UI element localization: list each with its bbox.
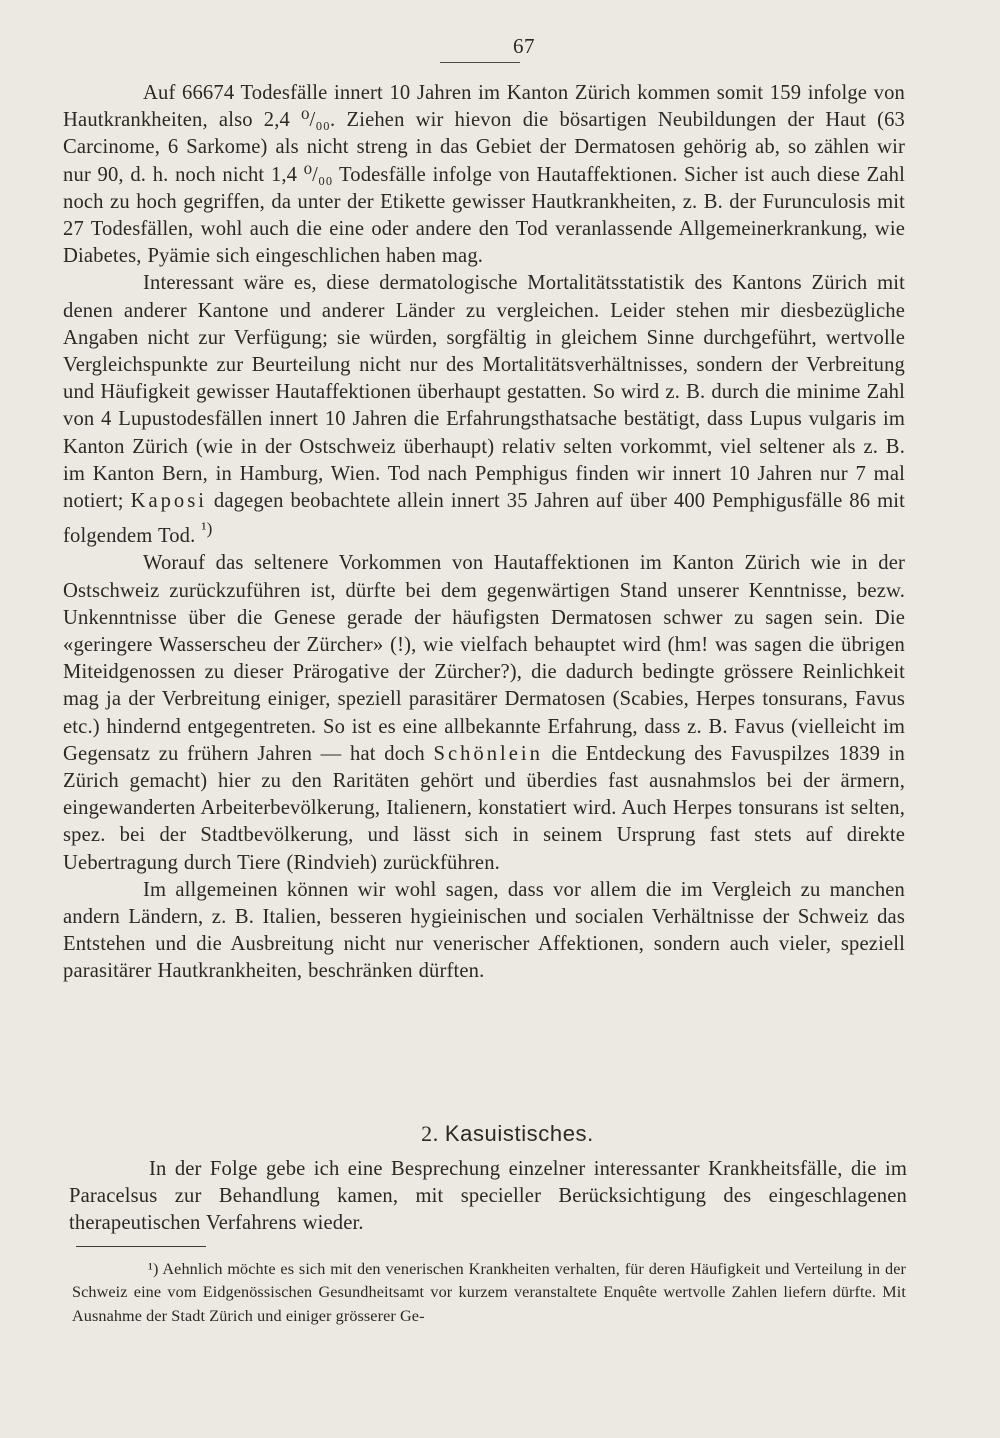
footnote-separator [76,1246,206,1247]
section-heading [0,1121,1000,1147]
footnote-reference: ¹) [201,519,213,539]
author-name-schoenlein: Schönlein [433,742,543,765]
paragraph-causes [63,550,905,876]
paragraph-mortality-statistics: Auf 66674 Todesfälle innert 10 Jahren im Kanton Zürich kommen somit 159 infolge von Hautkrankheiten, also 2,4 ⁰/₀₀. Ziehen wir hievon die bösartigen Neubildungen der Haut (63 Carcinome, 6 Sarkome) als nicht streng in das Gebiet der Dermatosen gehörig ab, so zählen wir nur 90, d. h. noch nicht 1,4 ⁰/₀₀ Todesfälle infolge von Hautaffektionen. Sicher ist auch diese Zahl noch zu hoch gegriffen, da unter der Etikette gewisser Hautkrankheiten, z. B. der Furunculosis mit 27 Todesfällen, wohl auch die eine oder andere den Tod veranlassende Allgemeinerkrankung, wie Diabetes, Pyämie sich eingeschlichen haben mag. [63,82,905,268]
footnote-text: Aehnlich möchte es sich mit den venerischen Krankheiten verhalten, für deren Häufigkeit und Verteilung in der Schweiz eine vom Eidgenössischen Gesundheitsamt vor kurzem veranstaltete Enquête wertvolle Zahlen liefern dürfte. Mit Ausnahme der Stadt Zürich und einiger grösserer Ge- [72,1260,906,1325]
paragraph-comparison-tail: dagegen beobachtete allein innert 35 Jahren auf über 400 Pemphigusfälle 86 mit folgendem Tod. [63,490,905,548]
author-name-kaposi: Kaposi [130,490,207,513]
page-number: 67 [513,34,535,58]
section-number: 2. [421,1121,439,1146]
paragraph-causes-tail: die Entdeckung des Favuspilzes 1839 in Zürich gemacht) hier zu den Raritäten gehört und überdies fast ausnahmslos bei der ärmern, eingewanderten Arbeiterbevölkerung, Italienern, konstatiert wird. Auch Herpes tonsurans ist selten, spez. bei der Stadtbevölkerung, und lässt sich in seinem Ursprung fast stets auf direkte Uebertragung durch Tiere (Rindvieh) zurückführen. [63,742,905,874]
page-number-rule [440,62,520,63]
body-text [63,80,905,986]
paragraph-comparison-text: Interessant wäre es, diese dermatologische Mortalitätsstatistik des Kantons Zürich mit denen anderer Kantone und anderer Länder zu vergleichen. Leider stehen mir diesbezügliche Angaben nicht zur Verfügung; sie würden, sorgfältig in gleichem Sinne durchgeführt, wertvolle Vergleichspunkte zur Beurteilung nicht nur des Mortalitätsverhältnisses, sondern der Verbreitung und Häufigkeit gewisser Hautaffektionen überhaupt gestatten. So wird z. B. durch die minime Zahl von 4 Lupustodesfällen innert 10 Jahren die Erfahrungsthatsache bestätigt, dass Lupus vulgaris im Kanton Zürich (wie in der Ostschweiz überhaupt) relativ selten vorkommt, viel seltener als z. B. im Kanton Bern, in Hamburg, Wien. Tod nach Pemphigus finden wir innert 10 Jahren nur 7 mal notiert; [63,272,905,513]
paragraph-comparison [63,270,905,550]
paragraph-causes-text: Worauf das seltenere Vorkommen von Hautaffektionen im Kanton Zürich wie in der Ostschweiz zurückzuführen ist, dürfte bei dem gegenwärtigen Stand unserer Kenntnisse, bezw. Unkenntnisse über die Genese gerade der häufigsten Dermatosen schwer zu sagen sein. Die «geringere Wasserscheu der Zürcher» (!), wie vielfach behauptet wird (hm! was sagen die übrigen Miteidgenossen zu dieser Prärogative der Zürcher?), die dadurch bedingte grössere Reinlichkeit mag ja der Verbreitung einiger, speziell parasitärer Dermatosen (Scabies, Herpes tonsurans, Favus etc.) hindernd entgegentreten. So ist es eine allbekannte Erfahrung, dass z. B. Favus (vielleicht im Gegensatz zu frühern Jahren — hat doch [63,552,905,765]
section-title: Kasuistisches. [444,1121,594,1146]
footnote-marker: ¹) [148,1260,159,1278]
footnote [72,1258,906,1328]
paragraph-casuistics: In der Folge gebe ich eine Besprechung einzelner interessanter Krankheitsfälle, die im Paracelsus zur Behandlung kamen, mit specieller Berücksichtigung des eingeschlagenen therapeutischen Verfahrens wieder. [69,1158,907,1235]
page-header [0,34,1000,59]
paragraph-conclusion: Im allgemeinen können wir wohl sagen, dass vor allem die im Vergleich zu manchen andern Ländern, z. B. Italien, besseren hygieinischen und socialen Verhältnisse der Schweiz das Entstehen und die Ausbreitung nicht nur venerischer Affektionen, sondern auch vieler, speziell parasitärer Hautkrankheiten, beschränken dürften. [63,878,905,983]
